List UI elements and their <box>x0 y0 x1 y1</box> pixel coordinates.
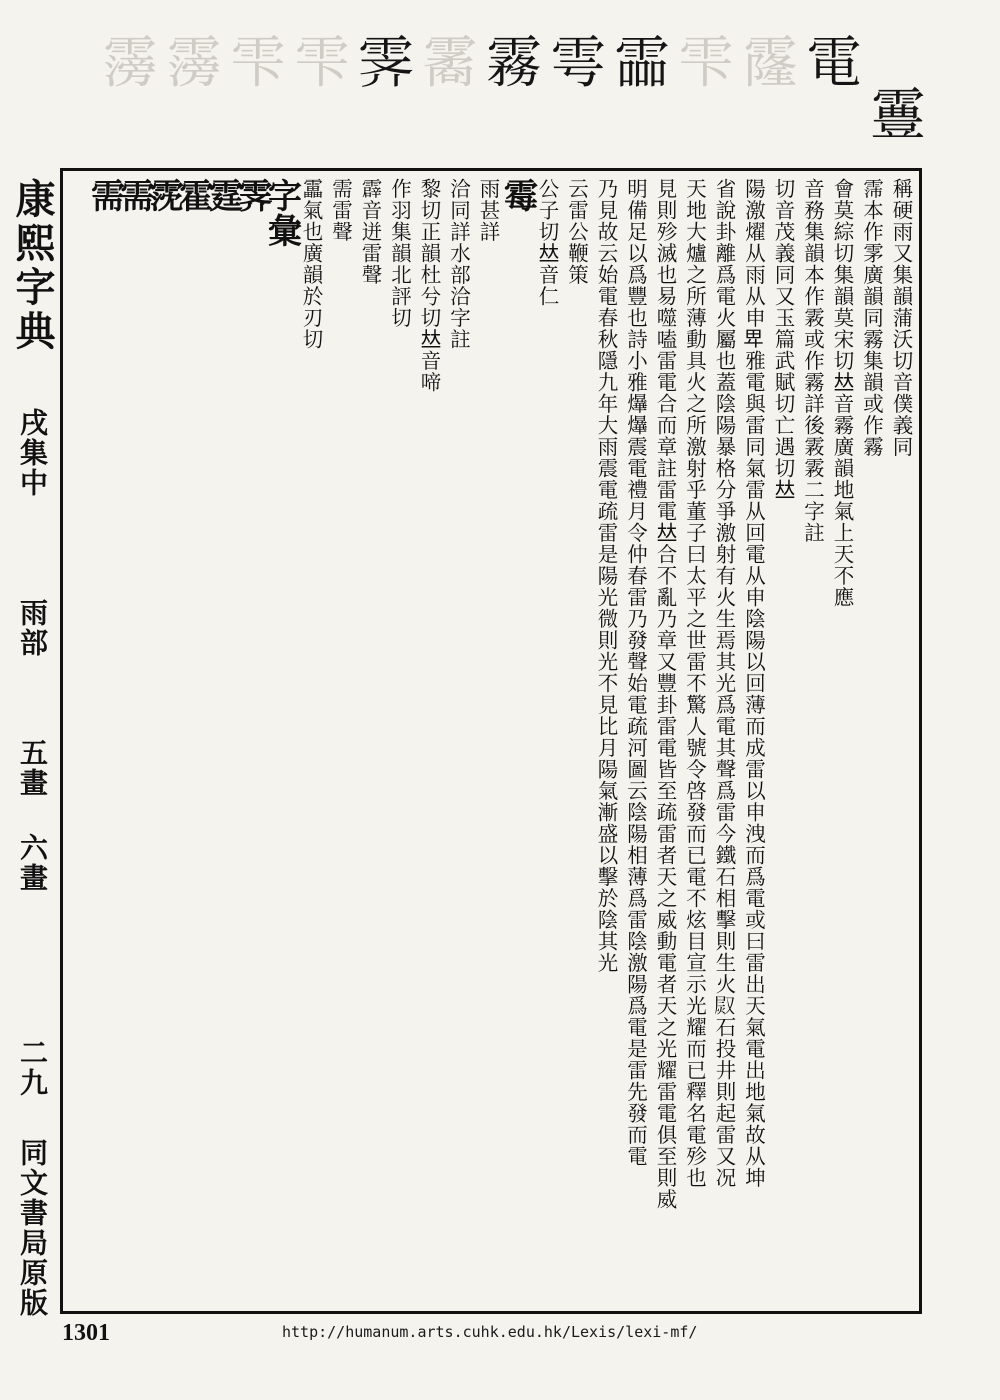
seal-character: 雩 <box>550 31 606 96</box>
text-column: 會莫綜切集韻莫宋切𠀤音霧廣韻地氣上天不應 <box>830 178 854 608</box>
text-column: 霉 <box>497 178 538 213</box>
text-column: 云雷公鞭策 <box>564 178 589 286</box>
text-column: 霁 <box>232 178 272 213</box>
text-column: 作羽集韻北評切 <box>387 178 412 329</box>
text-column: 天地大爐之所薄動具火之所激射乎董子曰太平之世雷不驚人號令啓發而已電不炫目宣示光耀而已釋名電殄也 <box>682 178 707 1189</box>
seal-character: 電 <box>806 31 862 96</box>
text-column: 雨甚詳 <box>476 178 500 243</box>
stroke-label: 五畫 六畫 <box>16 738 49 893</box>
page-number: 1301 <box>62 1320 110 1346</box>
text-column: 霃 <box>143 178 184 213</box>
text-column: 霆 <box>202 178 243 213</box>
book-title: 康熙字典 <box>9 178 56 354</box>
text-column: 音務集韻本作霚或作霧詳後霚霚二字註 <box>800 178 825 544</box>
text-column: 霹音迸雷聲 <box>358 178 382 286</box>
seal-character: 雫 <box>678 31 734 96</box>
seal-character: 雫 <box>230 31 286 96</box>
text-column: 明備足以爲豐也詩小雅爗爗震電禮月令仲春雷乃發聲始電疏河圖云陰陽相薄爲雷陰激陽爲電是雷先發而電 <box>623 178 648 1167</box>
publisher-label: 同文書局原版 <box>16 1138 49 1318</box>
seal-character: 霶 <box>102 31 158 96</box>
folio-number: 二九 <box>16 1038 49 1098</box>
radical-label: 雨部 <box>16 598 49 658</box>
text-column: 字彙 <box>261 178 302 248</box>
seal-character: 雫 <box>294 31 350 96</box>
text-column: 省說卦離爲電火屬也蓋陰陽暴格分爭激射有火生焉其光爲電其聲爲雷今鐵石相擊則生火𤈫石投井則起雷又况 <box>712 178 736 1189</box>
text-column: 洽同詳水部洽字註 <box>446 178 471 350</box>
text-column: 靁氣也廣韻於刃切 <box>299 178 323 350</box>
source-url[interactable]: http://humanum.arts.cuhk.edu.hk/Lexis/lexi-mf/ <box>282 1323 698 1341</box>
text-column: 乃見故云始電春秋隱九年大雨震電疏雷是陽光微則光不見比月陽氣漸盛以擊於陰其光 <box>594 178 618 974</box>
text-column: 需 <box>114 178 154 213</box>
seal-character: 霳 <box>742 31 798 96</box>
seal-script-row <box>70 28 930 148</box>
seal-character: 霁 <box>358 31 414 96</box>
text-column: 霈本作雺廣韻同霧集韻或作霧 <box>859 178 884 458</box>
seal-character: 霝 <box>614 31 670 96</box>
side-margin <box>10 178 54 1318</box>
text-column: 見則殄滅也易噬嗑雷電合而章註雷電𠀤合不亂乃章又豐卦雷電皆至疏雷者天之威動電者天之光耀雷電俱至則威 <box>653 178 677 1210</box>
seal-character: 霱 <box>422 31 478 96</box>
text-column: 霍 <box>173 178 213 213</box>
seal-character: 霧 <box>486 31 542 96</box>
seal-character: 霶 <box>166 31 222 96</box>
volume-label: 戌集中 <box>16 408 49 498</box>
text-column: 切音茂義同又玉篇武賦切亡遇切𠀤 <box>771 178 795 501</box>
text-column: 需雷聲 <box>328 178 353 243</box>
text-column: 黎切正韻杜兮切𠀤音啼 <box>417 178 441 393</box>
text-column: 陽激燿从雨从申𤰞雅電與雷同氣雷从回電从申陰陽以回薄而成雷以申洩而爲電或曰雷出天氣電出地氣故从坤 <box>741 178 766 1189</box>
seal-character: 霻 <box>870 83 926 148</box>
text-column: 需 <box>84 178 125 213</box>
text-column: 公子切𠀤音仁 <box>535 178 559 307</box>
text-column: 稱硬雨又集韻蒲沃切音僕義同 <box>889 178 913 458</box>
